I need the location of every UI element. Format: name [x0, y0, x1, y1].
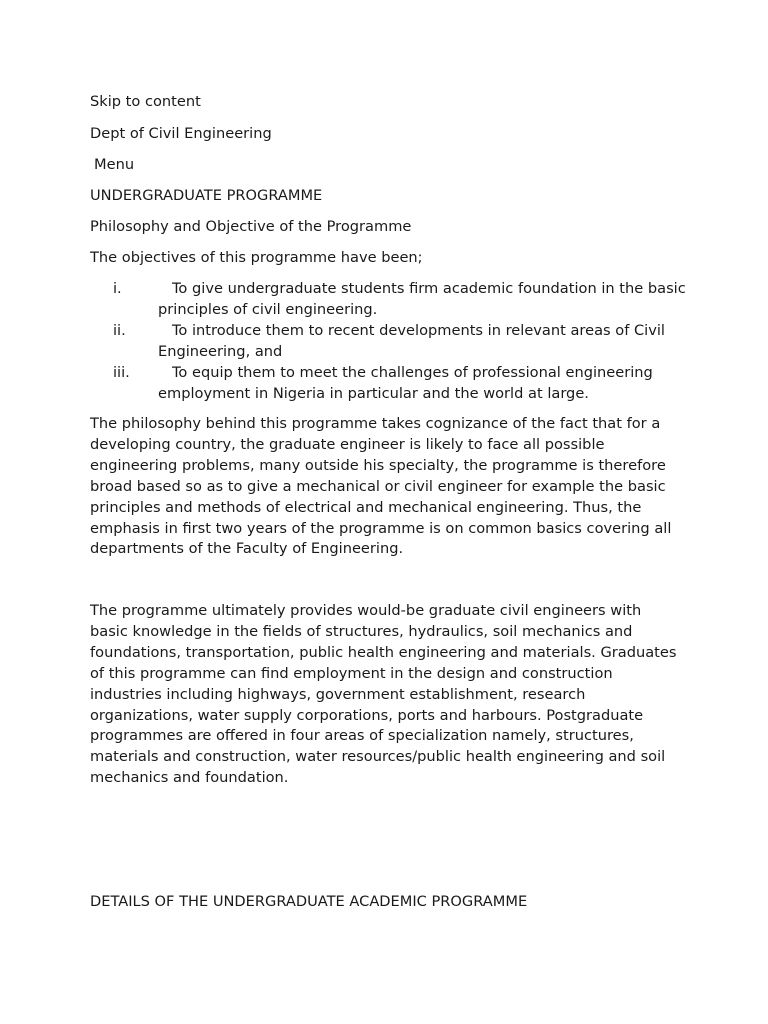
- list-marker: i.: [113, 280, 122, 297]
- menu-toggle[interactable]: Menu: [94, 156, 135, 173]
- list-marker: ii.: [113, 322, 126, 339]
- list-item-text: To equip them to meet the challenges of professional engineering employment in Nigeria in particular and the world at large.: [158, 364, 653, 402]
- details-heading: DETAILS OF THE UNDERGRADUATE ACADEMIC PROGRAMME: [90, 893, 528, 910]
- objectives-intro: The objectives of this programme have been;: [90, 249, 423, 266]
- list-item: [90, 362, 690, 404]
- list-item: [90, 320, 690, 362]
- outcomes-paragraph: The programme ultimately provides would-be graduate civil engineers with basic knowledge in the fields of structures, hydraulics, soil mechanics and foundations, transportation, public health engineering and materials. Graduates of this programme can find employment in the design and construction industries including highways, government establishment, research organizations, water supply corporations, ports and harbours. Postgraduate programmes are offered in four areas of specialization namely, structures, materials and construction, water resources/public health engineering and soil mechanics and foundation.: [90, 602, 677, 787]
- skip-to-content-link[interactable]: Skip to content: [90, 93, 201, 110]
- section-title: Philosophy and Objective of the Programme: [90, 218, 412, 235]
- page-heading: UNDERGRADUATE PROGRAMME: [90, 187, 323, 204]
- list-item-text: To give undergraduate students firm academic foundation in the basic principles of civil engineering.: [158, 280, 686, 318]
- list-marker: iii.: [113, 364, 130, 381]
- objectives-list: [90, 278, 690, 404]
- philosophy-paragraph: The philosophy behind this programme takes cognizance of the fact that for a developing country, the graduate engineer is likely to face all possible engineering problems, many outside his specialty, the programme is therefore broad based so as to give a mechanical or civil engineer for example the basic principles and methods of electrical and mechanical engineering. Thus, the emphasis in first two years of the programme is on common basics covering all departments of the Faculty of Engineering.: [90, 415, 672, 558]
- list-item-text: To introduce them to recent developments in relevant areas of Civil Engineering, and: [158, 322, 665, 360]
- list-item: [90, 278, 690, 320]
- site-title[interactable]: Dept of Civil Engineering: [90, 125, 272, 142]
